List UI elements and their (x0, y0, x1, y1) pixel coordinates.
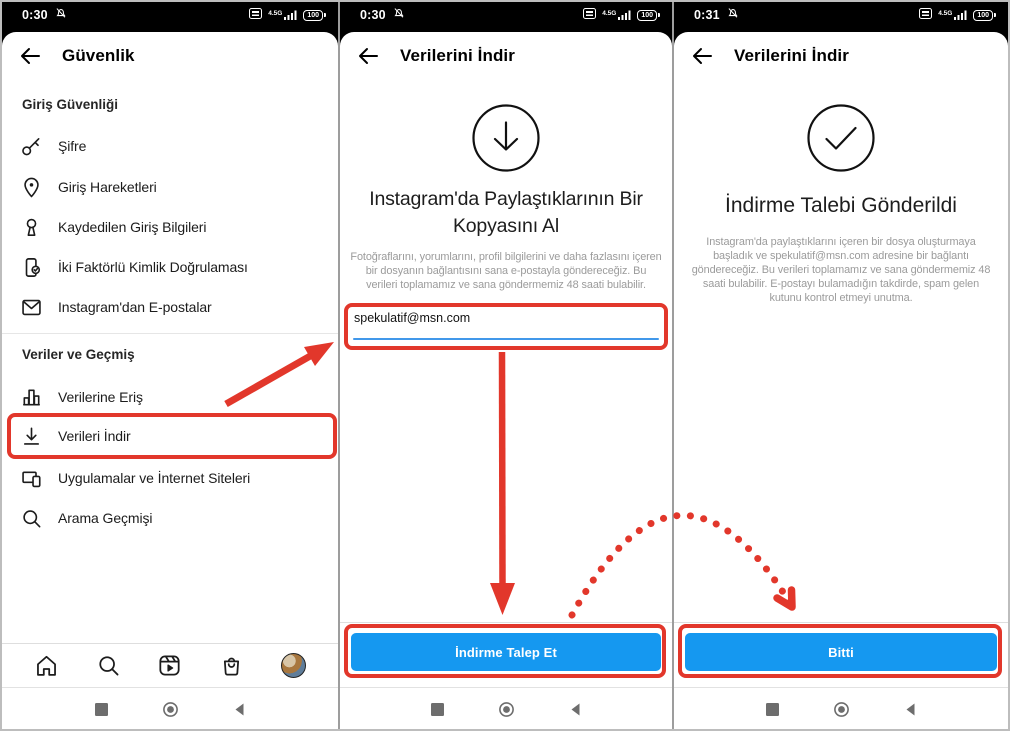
volte-icon (919, 6, 932, 24)
sidebar-item-search-history[interactable]: Arama Geçmişi (2, 505, 338, 531)
sidebar-item-password[interactable]: Şifre (2, 133, 338, 159)
envelope-icon (20, 296, 43, 319)
volte-icon (249, 6, 262, 24)
battery-icon: 100 (303, 10, 326, 21)
phone-screen-security (2, 2, 338, 729)
sidebar-item-download-data[interactable]: Verileri İndir (2, 423, 338, 449)
search-tab-icon[interactable] (96, 653, 121, 678)
divider (340, 622, 672, 623)
sidebar-item-saved-login-info[interactable]: Kaydedilen Giriş Bilgileri (2, 214, 338, 240)
status-bar (674, 2, 1008, 32)
home-button[interactable] (162, 701, 179, 718)
signal-icon: 4.5G (268, 10, 297, 20)
key-icon (20, 135, 43, 158)
clock: 0:30 (22, 8, 48, 22)
recents-button[interactable] (764, 701, 781, 718)
instagram-tab-bar (2, 644, 338, 687)
sidebar-item-apps-websites[interactable]: Uygulamalar ve İnternet Siteleri (2, 465, 338, 491)
signal-icon: 4.5G (938, 10, 967, 20)
phone-check-icon (20, 256, 43, 279)
confirmation-description: Instagram'da paylaştıklarını içeren bir dosya oluşturmaya başladık ve spekulatif@msn.com adresine bir bağlantı göndereceğiz. Bu verileri toplamamız ve sana göndermemiz 48 saati bulabilir. E-postayı bulamadığın takdirde, spam gelen kutunu kontrol etmeyi unutma. (691, 236, 991, 304)
check-circle-icon (805, 102, 877, 174)
divider (674, 622, 1008, 623)
volte-icon (583, 6, 596, 24)
mute-bell-icon (393, 6, 405, 24)
status-bar (340, 2, 672, 32)
bar-chart-icon (20, 386, 43, 409)
back-arrow-icon[interactable] (356, 44, 380, 68)
download-icon (20, 425, 43, 448)
sidebar-item-emails-from-instagram[interactable]: Instagram'dan E-postalar (2, 294, 338, 320)
phone-screen-request-sent (674, 2, 1008, 729)
reels-icon[interactable] (157, 653, 182, 678)
back-arrow-icon[interactable] (690, 44, 714, 68)
clock: 0:31 (694, 8, 720, 22)
email-field[interactable]: spekulatif@msn.com (354, 311, 471, 325)
request-download-button[interactable]: İndirme Talep Et (351, 633, 661, 671)
location-pin-icon (20, 176, 43, 199)
form-heading: Instagram'da Paylaştıklarının Bir Kopyasını Al (369, 188, 643, 237)
shop-icon[interactable] (219, 653, 244, 678)
section-login-security: Giriş Güvenliği (22, 97, 119, 112)
mute-bell-icon (55, 6, 67, 24)
profile-avatar[interactable] (281, 653, 306, 678)
home-button[interactable] (833, 701, 850, 718)
android-nav-bar (2, 687, 338, 729)
recents-button[interactable] (429, 701, 446, 718)
keyhole-icon (20, 216, 43, 239)
home-button[interactable] (498, 701, 515, 718)
back-button[interactable] (231, 701, 248, 718)
email-field-underline (353, 338, 659, 340)
divider (2, 333, 338, 334)
page-title: Güvenlik (62, 46, 135, 65)
page-title: Verilerini İndir (734, 46, 849, 65)
sidebar-item-login-activity[interactable]: Giriş Hareketleri (2, 174, 338, 200)
battery-icon: 100 (637, 10, 660, 21)
page-title: Verilerini İndir (400, 46, 515, 65)
signal-icon: 4.5G (602, 10, 631, 20)
back-button[interactable] (902, 701, 919, 718)
home-icon[interactable] (34, 653, 59, 678)
back-arrow-icon[interactable] (18, 44, 42, 68)
download-circle-icon (470, 102, 542, 174)
mute-bell-icon (727, 6, 739, 24)
back-button[interactable] (567, 701, 584, 718)
battery-icon: 100 (973, 10, 996, 21)
recents-button[interactable] (93, 701, 110, 718)
phone-screen-download-form (340, 2, 672, 729)
devices-icon (20, 467, 43, 490)
confirmation-heading: İndirme Talebi Gönderildi (725, 194, 957, 217)
android-nav-bar (340, 687, 672, 729)
section-data-history: Veriler ve Geçmiş (22, 347, 135, 362)
android-nav-bar (674, 687, 1008, 729)
status-bar (2, 2, 338, 32)
clock: 0:30 (360, 8, 386, 22)
done-button[interactable]: Bitti (685, 633, 997, 671)
form-description: Fotoğraflarını, yorumlarını, profil bilgilerini ve daha fazlasını içeren bir dosyanın bağlantısını sana e-postayla göndereceğiz. Bu verileri toplamamız ve sana göndermemiz 48 saati bulabilir. (350, 251, 662, 291)
search-icon (20, 507, 43, 530)
sidebar-item-access-data[interactable]: Verilerine Eriş (2, 384, 338, 410)
sidebar-item-two-factor-auth[interactable]: İki Faktörlü Kimlik Doğrulaması (2, 254, 338, 280)
